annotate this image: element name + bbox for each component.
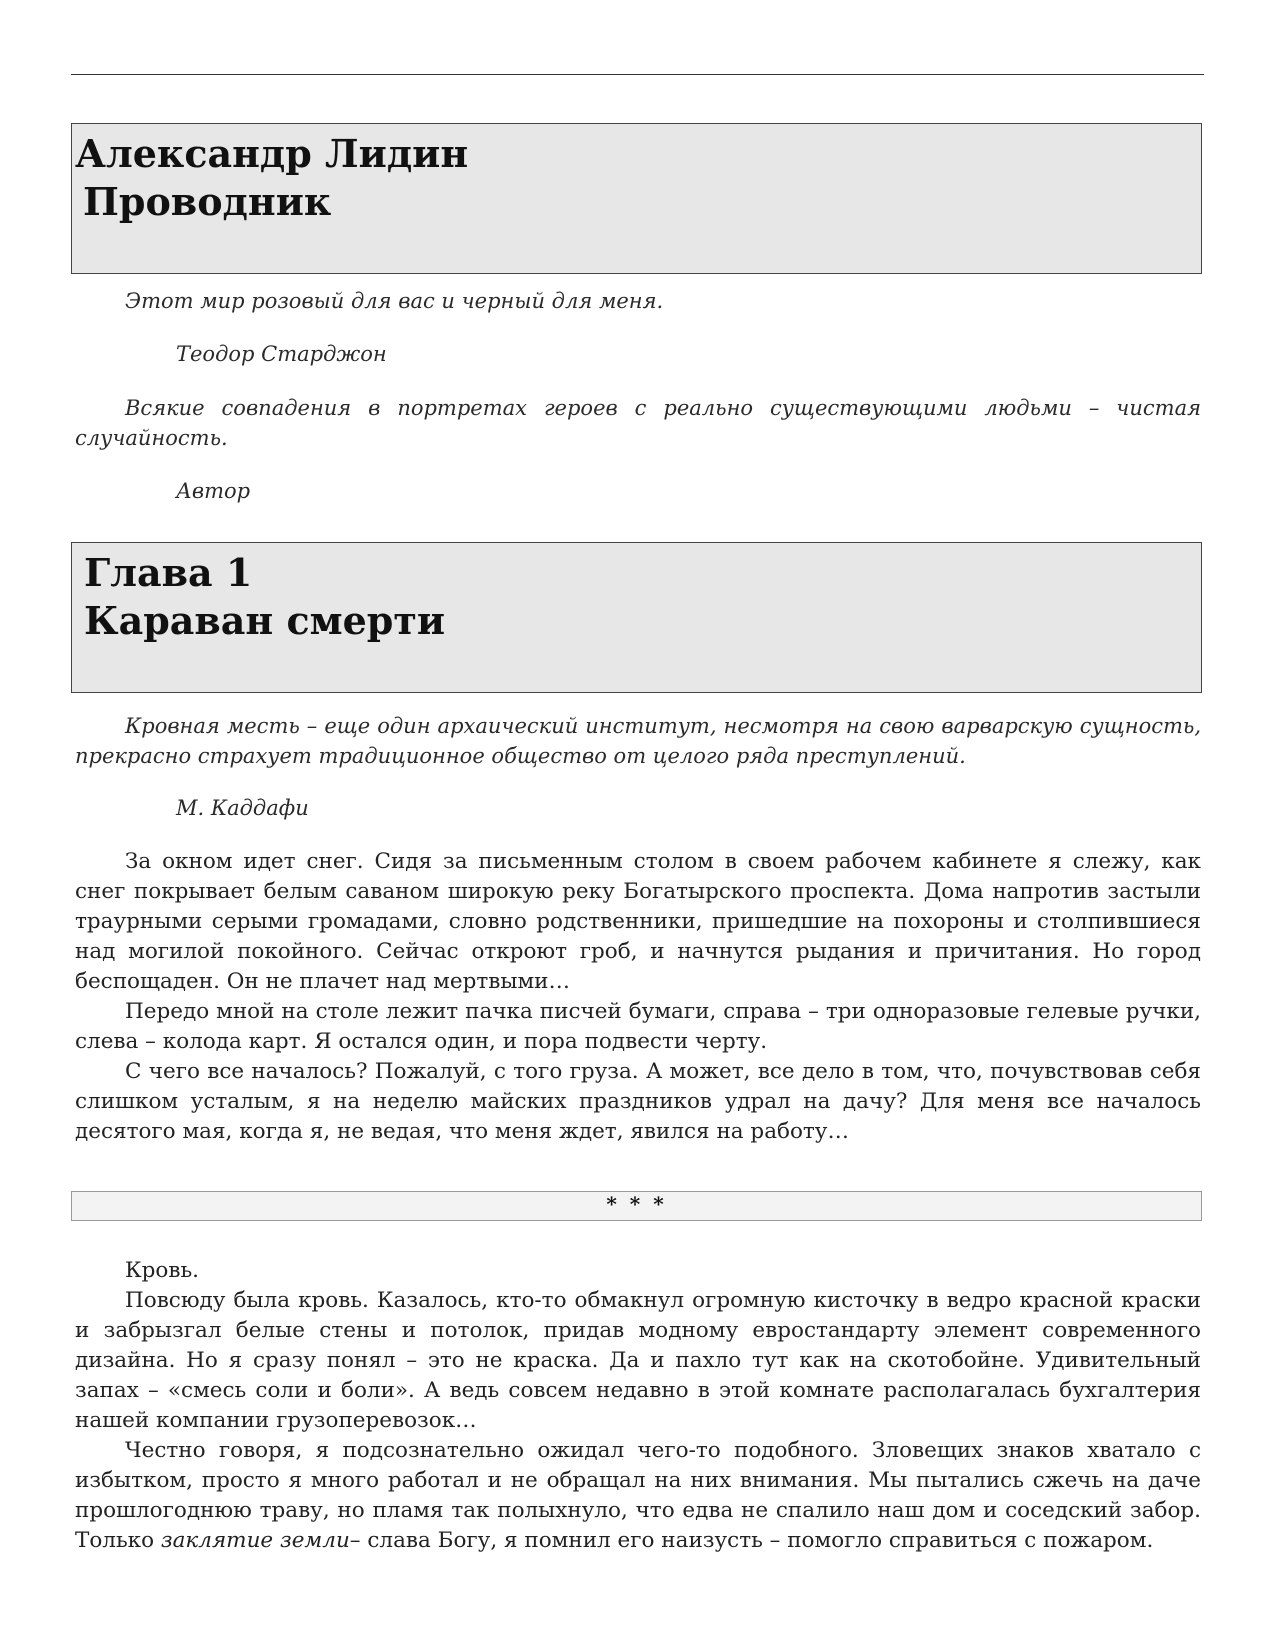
- paragraph: С чего все началось? Пожалуй, с того груза. А может, все дело в том, что, почувствовав себя слишком усталым, я на неделю майских праздников удрал на дачу? Для меня все началось десятого мая, когда я, не ведая, что меня ждет, явился на работу…: [75, 1059, 1201, 1144]
- chapter-title-box: [71, 542, 1202, 693]
- book-author: Александр Лидин: [75, 131, 469, 176]
- paragraph: За окном идет снег. Сидя за письменным столом в своем рабочем кабинете я слежу, как снег покрывает белым саваном широкую реку Богатырского проспекта. Дома напротив застыли траурными серыми громадами, словно родственники, пришедшие на похороны и столпившиеся над могилой покойного. Сейчас откроют гроб, и начнутся рыдания и причитания. Но город беспощаден. Он не плачет над мертвыми…: [75, 849, 1201, 994]
- chapter-epigraph-text: Кровная месть – еще один архаический институт, несмотря на свою варварскую сущность, прекрасно страхует традиционное общество от целого ряда преступлений.: [75, 714, 1201, 768]
- paragraph-text: – слава Богу, я помнил его наизусть – помогло справиться с пожаром.: [349, 1528, 1154, 1553]
- book-title-box: [71, 123, 1202, 274]
- chapter-number: Глава 1: [84, 550, 253, 595]
- epigraph-2-author: Автор: [176, 479, 251, 503]
- paragraph: Кровь.: [125, 1258, 199, 1283]
- epigraph-2-text: Всякие совпадения в портретах героев с реально существующими людьми – чистая случайность.: [75, 396, 1201, 450]
- paragraph: Передо мной на столе лежит пачка писчей бумаги, справа – три одноразовые гелевые ручки, слева – колода карт. Я остался один, и пора подвести черту.: [75, 999, 1201, 1054]
- top-rule: [71, 74, 1204, 75]
- paragraph: Повсюду была кровь. Казалось, кто-то обмакнул огромную кисточку в ведро красной краски и забрызгал белые стены и потолок, придав модному евростандарту элемент современного дизайна. Но я сразу понял – это не краска. Да и пахло тут как на скотобойне. Удивительный запах – «смесь соли и боли». А ведь совсем недавно в этой комнате располагалась бухгалтерия нашей компании грузоперевозок…: [75, 1288, 1201, 1433]
- chapter-title: Караван смерти: [84, 598, 446, 643]
- paragraph: [75, 1436, 1201, 1556]
- chapter-body-section-1: [75, 847, 1201, 1147]
- section-separator: * * *: [71, 1191, 1202, 1221]
- epigraph-1-author: Теодор Старджон: [176, 342, 387, 366]
- paragraph-text: Честно говоря, я подсознательно ожидал чего-то подобного. Зловещих знаков хватало с избытком, просто я много работал и не обращал на них внимания. Мы пытались сжечь на даче прошлогоднюю траву, но пламя так полыхнуло, что едва не спалило наш дом и соседский забор. Только: [75, 1438, 1201, 1553]
- book-title: Проводник: [83, 179, 332, 224]
- emphasized-phrase: заклятие земли: [160, 1528, 350, 1553]
- epigraph-1-text: Этот мир розовый для вас и черный для меня.: [125, 289, 664, 313]
- chapter-body-section-2: [75, 1256, 1201, 1556]
- chapter-epigraph-author: М. Каддафи: [176, 796, 309, 820]
